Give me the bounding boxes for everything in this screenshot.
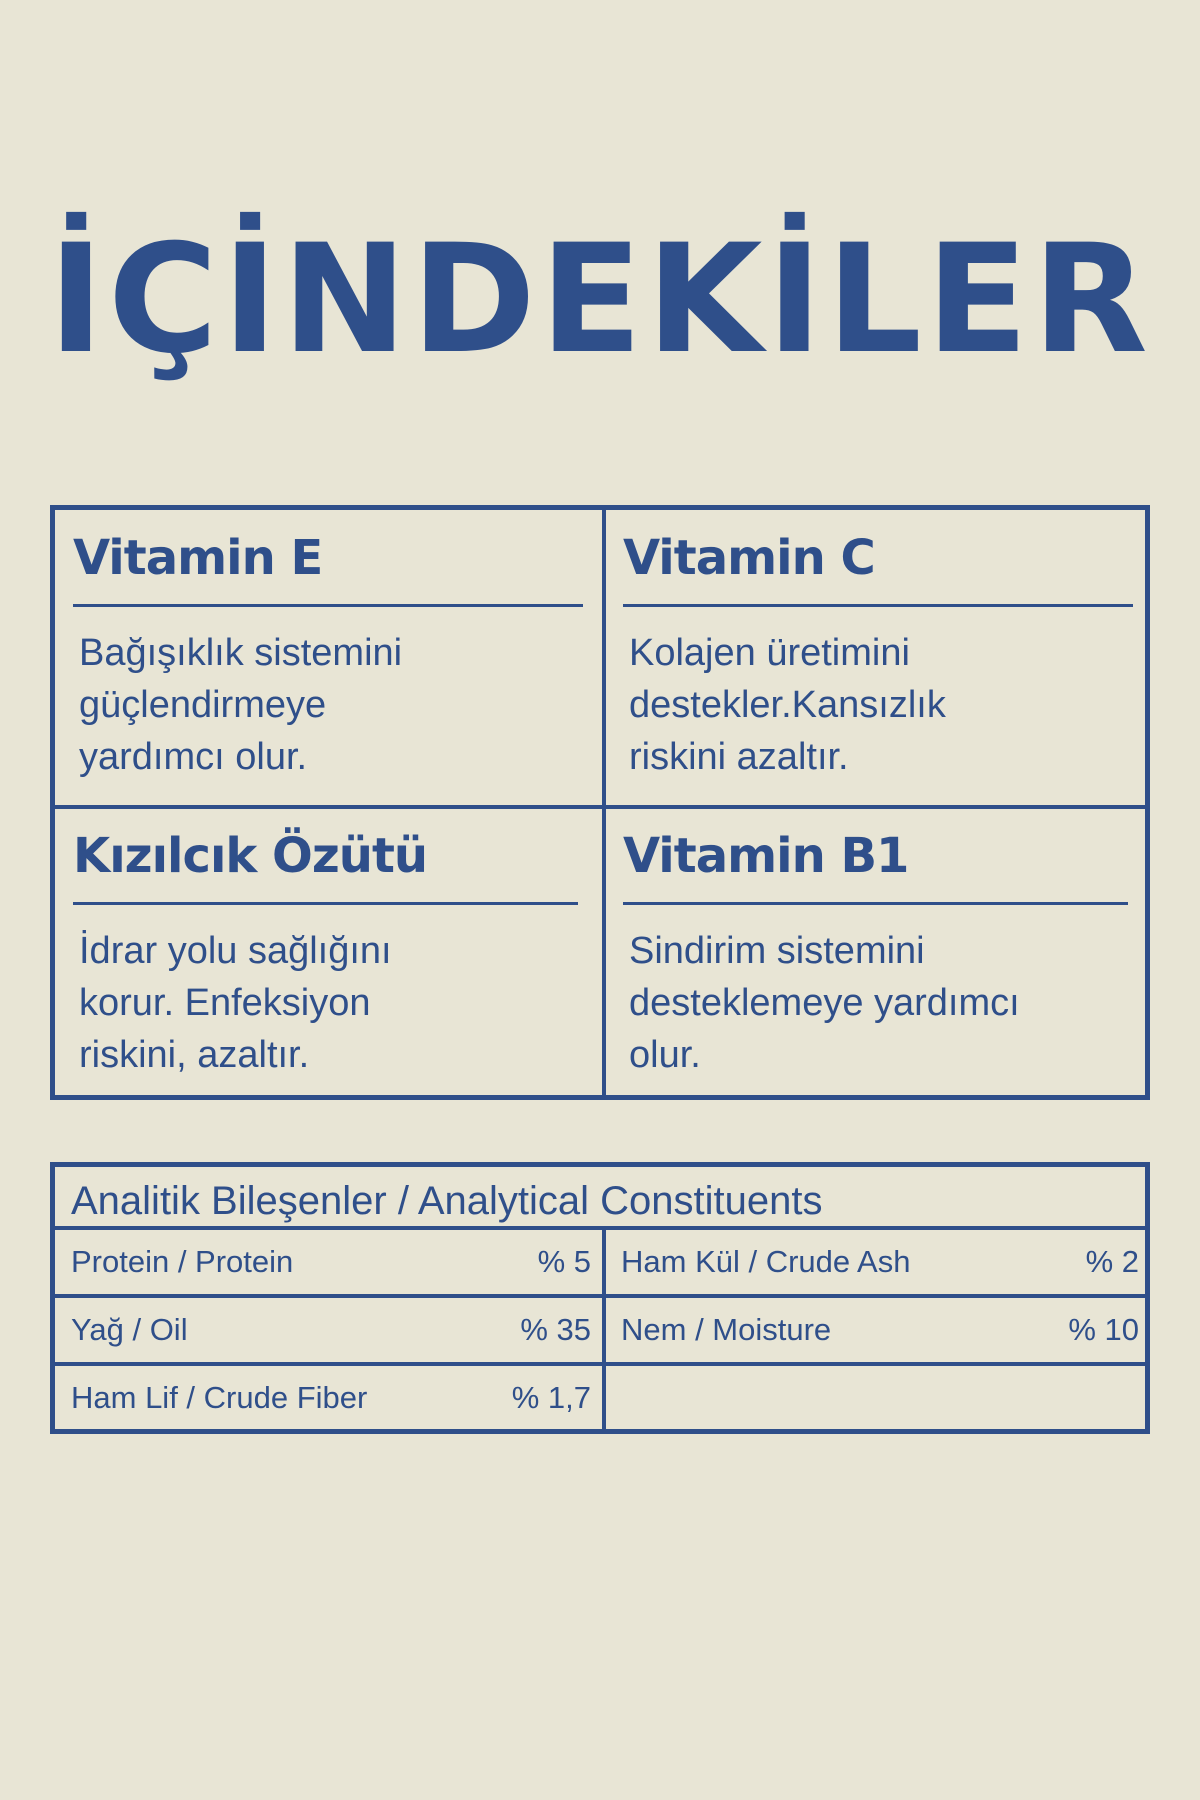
table-row-empty: [621, 1366, 1139, 1430]
ingredient-card-vitamin-b1: [623, 828, 1128, 1081]
ingredient-description: Sindirim sistemini desteklemeye yardımcı olur.: [629, 930, 1020, 1076]
analytical-table-title: Analitik Bileşenler / Analytical Constituents: [71, 1179, 823, 1223]
constituent-label: Ham Lif / Crude Fiber: [71, 1380, 368, 1415]
constituent-value: % 5: [537, 1244, 591, 1279]
constituent-value: % 35: [520, 1312, 591, 1347]
ingredient-underline: [623, 604, 1133, 607]
constituent-label: Nem / Moisture: [621, 1312, 832, 1347]
table-divider-vertical: [602, 1230, 606, 1429]
ingredient-card-vitamin-c: [623, 530, 1133, 783]
table-row: [621, 1298, 1139, 1362]
constituent-label: Yağ / Oil: [71, 1312, 188, 1347]
constituent-label: Protein / Protein: [71, 1244, 294, 1279]
ingredient-name: Kızılcık Özütü: [73, 828, 428, 884]
table-row: [621, 1230, 1139, 1294]
ingredient-underline: [73, 604, 583, 607]
ingredient-description: İdrar yolu sağlığını korur. Enfeksiyon riskini, azaltır.: [79, 930, 392, 1076]
ingredient-underline: [623, 902, 1128, 905]
analytical-constituents-table: [50, 1162, 1150, 1434]
ingredient-card-vitamin-e: [73, 530, 583, 783]
ingredient-underline: [73, 902, 578, 905]
ingredient-description: Kolajen üretimini destekler.Kansızlık riskini azaltır.: [629, 632, 946, 778]
grid-divider-vertical: [602, 510, 606, 1095]
ingredient-name: Vitamin E: [73, 530, 323, 586]
table-row: [71, 1298, 591, 1362]
constituent-label: Ham Kül / Crude Ash: [621, 1244, 911, 1279]
ingredients-grid: [50, 505, 1150, 1100]
ingredient-name: Vitamin C: [623, 530, 875, 586]
grid-divider-horizontal: [55, 805, 1145, 809]
constituent-value: % 10: [1068, 1312, 1139, 1347]
table-row: [71, 1366, 591, 1430]
ingredient-card-cranberry-extract: [73, 828, 578, 1081]
ingredient-name: Vitamin B1: [623, 828, 909, 884]
table-row: [71, 1230, 591, 1294]
page-title: İÇİNDEKİLER: [48, 213, 1152, 387]
constituent-value: % 1,7: [511, 1380, 591, 1415]
ingredient-description: Bağışıklık sistemini güçlendirmeye yardımcı olur.: [79, 632, 403, 778]
constituent-value: % 2: [1085, 1244, 1139, 1279]
